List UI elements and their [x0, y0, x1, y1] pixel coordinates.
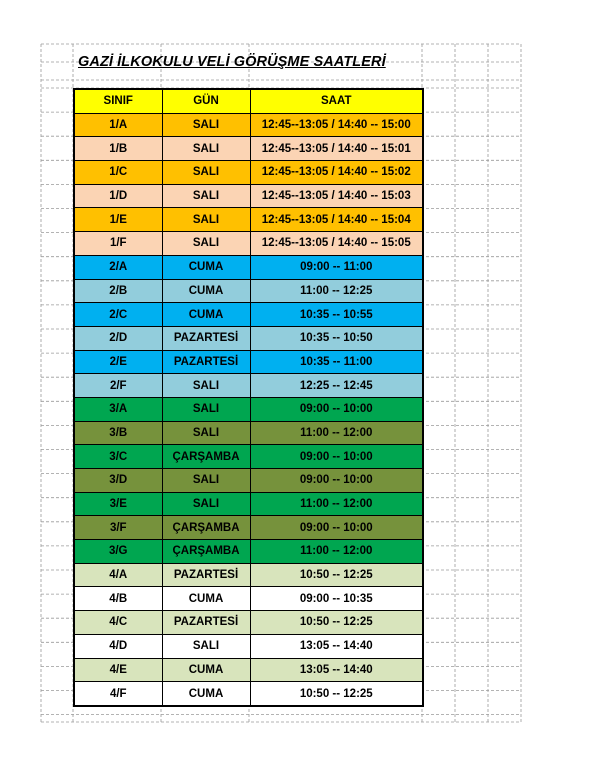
cell-time: 12:45--13:05 / 14:40 -- 15:02 — [250, 161, 423, 185]
cell-class: 3/B — [74, 421, 162, 445]
table-row — [74, 208, 423, 232]
table-row — [74, 397, 423, 421]
schedule-table — [73, 88, 424, 707]
cell-time: 12:25 -- 12:45 — [250, 374, 423, 398]
table-row — [74, 587, 423, 611]
table-row — [74, 682, 423, 706]
header-class: SINIF — [74, 89, 162, 113]
cell-class: 1/D — [74, 184, 162, 208]
cell-class: 2/F — [74, 374, 162, 398]
cell-class: 1/E — [74, 208, 162, 232]
table-row — [74, 137, 423, 161]
cell-day: CUMA — [162, 255, 250, 279]
cell-time: 09:00 -- 10:00 — [250, 445, 423, 469]
cell-class: 2/D — [74, 326, 162, 350]
table-row — [74, 184, 423, 208]
cell-time: 10:35 -- 11:00 — [250, 350, 423, 374]
cell-time: 10:35 -- 10:50 — [250, 326, 423, 350]
cell-class: 4/F — [74, 682, 162, 706]
cell-day: PAZARTESİ — [162, 350, 250, 374]
cell-class: 1/F — [74, 232, 162, 256]
cell-class: 2/E — [74, 350, 162, 374]
cell-time: 11:00 -- 12:00 — [250, 492, 423, 516]
cell-class: 3/E — [74, 492, 162, 516]
cell-day: SALI — [162, 374, 250, 398]
cell-class: 2/A — [74, 255, 162, 279]
table-row — [74, 113, 423, 137]
cell-class: 1/C — [74, 161, 162, 185]
cell-day: ÇARŞAMBA — [162, 445, 250, 469]
cell-time: 09:00 -- 10:00 — [250, 397, 423, 421]
table-row — [74, 563, 423, 587]
cell-time: 09:00 -- 10:00 — [250, 469, 423, 493]
cell-day: CUMA — [162, 279, 250, 303]
cell-time: 12:45--13:05 / 14:40 -- 15:05 — [250, 232, 423, 256]
cell-class: 4/D — [74, 634, 162, 658]
cell-time: 09:00 -- 10:00 — [250, 516, 423, 540]
cell-class: 3/G — [74, 540, 162, 564]
cell-class: 4/C — [74, 611, 162, 635]
cell-day: SALI — [162, 113, 250, 137]
table-row — [74, 374, 423, 398]
table-row — [74, 492, 423, 516]
table-row — [74, 516, 423, 540]
cell-time: 12:45--13:05 / 14:40 -- 15:00 — [250, 113, 423, 137]
table-row — [74, 421, 423, 445]
cell-time: 10:50 -- 12:25 — [250, 563, 423, 587]
header-day: GÜN — [162, 89, 250, 113]
table-row — [74, 634, 423, 658]
table-row — [74, 350, 423, 374]
cell-day: SALI — [162, 232, 250, 256]
cell-time: 13:05 -- 14:40 — [250, 658, 423, 682]
header-time: SAAT — [250, 89, 423, 113]
cell-day: SALI — [162, 161, 250, 185]
cell-day: SALI — [162, 469, 250, 493]
cell-day: CUMA — [162, 658, 250, 682]
table-row — [74, 658, 423, 682]
cell-time: 09:00 -- 10:35 — [250, 587, 423, 611]
cell-class: 1/A — [74, 113, 162, 137]
cell-class: 3/D — [74, 469, 162, 493]
cell-time: 13:05 -- 14:40 — [250, 634, 423, 658]
cell-time: 11:00 -- 12:00 — [250, 540, 423, 564]
cell-day: PAZARTESİ — [162, 611, 250, 635]
table-row — [74, 161, 423, 185]
table-row — [74, 326, 423, 350]
table-row — [74, 469, 423, 493]
table-row — [74, 540, 423, 564]
cell-day: CUMA — [162, 682, 250, 706]
cell-class: 4/B — [74, 587, 162, 611]
cell-time: 12:45--13:05 / 14:40 -- 15:01 — [250, 137, 423, 161]
cell-day: CUMA — [162, 587, 250, 611]
cell-day: SALI — [162, 421, 250, 445]
table-row — [74, 232, 423, 256]
cell-day: SALI — [162, 397, 250, 421]
cell-class: 4/A — [74, 563, 162, 587]
cell-day: ÇARŞAMBA — [162, 540, 250, 564]
cell-day: SALI — [162, 184, 250, 208]
page-title: GAZİ İLKOKULU VELİ GÖRÜŞME SAATLERİ — [78, 54, 386, 70]
cell-time: 11:00 -- 12:25 — [250, 279, 423, 303]
cell-time: 10:50 -- 12:25 — [250, 682, 423, 706]
cell-class: 3/A — [74, 397, 162, 421]
cell-class: 3/C — [74, 445, 162, 469]
cell-day: PAZARTESİ — [162, 563, 250, 587]
cell-time: 10:35 -- 10:55 — [250, 303, 423, 327]
cell-class: 3/F — [74, 516, 162, 540]
cell-class: 2/C — [74, 303, 162, 327]
cell-day: CUMA — [162, 303, 250, 327]
cell-day: SALI — [162, 492, 250, 516]
cell-class: 2/B — [74, 279, 162, 303]
cell-time: 12:45--13:05 / 14:40 -- 15:04 — [250, 208, 423, 232]
table-row — [74, 611, 423, 635]
cell-day: SALI — [162, 137, 250, 161]
cell-class: 1/B — [74, 137, 162, 161]
table-row — [74, 303, 423, 327]
table-row — [74, 279, 423, 303]
cell-time: 11:00 -- 12:00 — [250, 421, 423, 445]
table-row — [74, 445, 423, 469]
cell-class: 4/E — [74, 658, 162, 682]
cell-time: 12:45--13:05 / 14:40 -- 15:03 — [250, 184, 423, 208]
cell-day: SALI — [162, 208, 250, 232]
cell-day: ÇARŞAMBA — [162, 516, 250, 540]
table-row — [74, 255, 423, 279]
cell-day: SALI — [162, 634, 250, 658]
cell-time: 09:00 -- 11:00 — [250, 255, 423, 279]
cell-time: 10:50 -- 12:25 — [250, 611, 423, 635]
header-row — [74, 89, 423, 113]
cell-day: PAZARTESİ — [162, 326, 250, 350]
